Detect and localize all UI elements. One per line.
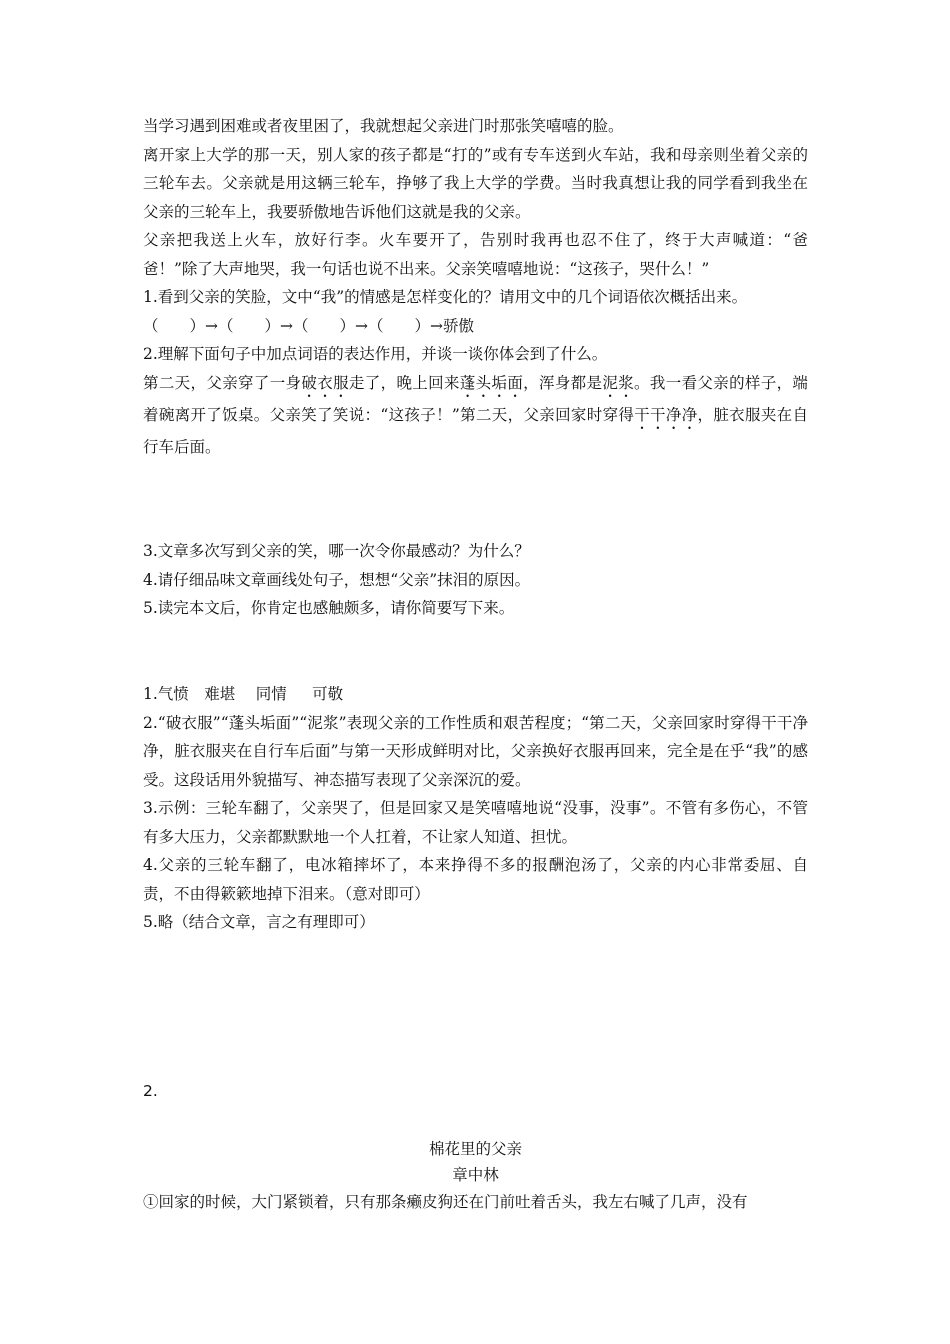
- quote-text: 走了，晚上回来: [348, 373, 460, 392]
- answer-key: [143, 680, 808, 937]
- answer-4: 4.父亲的三轮车翻了，电冰箱摔坏了，本来挣得不多的报酬泡汤了，父亲的内心非常委屈、自责，不由得簌簌地掉下泪来。（意对即可）: [143, 856, 808, 903]
- answer-2: 2.“破衣服”“蓬头垢面”“泥浆”表现父亲的工作性质和艰苦程度；“第二天，父亲回家时穿得干干净净，脏衣服夹在自行车后面”与第一天形成鲜明对比，父亲换好衣服再回来，完全是在乎“我”的感受。这段话用外貌描写、神态描写表现了父亲深沉的爱。: [143, 713, 808, 789]
- story-paragraph: 当学习遇到困难或者夜里困了，我就想起父亲进门时那张笑嘻嘻的脸。: [143, 117, 624, 135]
- section-number: 2.: [143, 1082, 158, 1100]
- questions-remaining: [143, 537, 808, 623]
- question-4: 4.请仔细品味文章画线处句子，想想“父亲”抹泪的原因。: [143, 570, 531, 589]
- quote-text: ，脏衣服夹在自行车后面。: [143, 405, 808, 456]
- answer-1: 1.气愤 难堪 同情 可敬: [143, 685, 344, 703]
- dotted-word: 破衣服: [301, 373, 349, 392]
- section-2-header: [143, 1136, 808, 1216]
- story-excerpt: [143, 112, 808, 461]
- story-paragraph: 父亲把我送上火车，放好行李。火车要开了，告别时我再也忍不住了，终于大声喊道：“爸爸！”除了大声地哭，我一句话也说不出来。父亲笑嘻嘻地说：“这孩子，哭什么！”: [143, 231, 808, 278]
- quote-text: ，浑身都是: [523, 373, 603, 392]
- quote-text: 第二天，父亲穿了一身: [143, 373, 302, 392]
- quote-text: 。我一看父亲的样子，端着碗离开了饭桌。父亲笑了笑说：“这孩子！”第二天，父亲回家时穿得: [143, 373, 808, 424]
- question-2: 2.理解下面句子中加点词语的表达作用，并谈一谈你体会到了什么。: [143, 345, 608, 363]
- answer-3: 3.示例：三轮车翻了，父亲哭了，但是回家又是笑嘻嘻地说“没事，没事”。不管有多伤心，不管有多大压力，父亲都默默地一个人扛着，不让家人知道、担忧。: [143, 799, 808, 846]
- story-paragraph: 离开家上大学的那一天，别人家的孩子都是“打的”或有专车送到火车站，我和母亲则坐着父亲的三轮车去。父亲就是用这辆三轮车，挣够了我上大学的学费。当时我真想让我的同学看到我坐在父亲的三轮车上，我要骄傲地告诉他们这就是我的父亲。: [143, 145, 808, 221]
- question-3: 3.文章多次写到父亲的笑，哪一次令你最感动？为什么？: [143, 542, 530, 560]
- answer-5: 5.略（结合文章，言之有理即可）: [143, 913, 375, 931]
- question-5: 5.读完本文后，你肯定也感触颇多，请你简要写下来。: [143, 599, 515, 617]
- question-1: 1.看到父亲的笑脸，文中“我”的情感是怎样变化的？请用文中的几个词语依次概括出来。: [143, 288, 748, 306]
- dotted-word: 干干净净: [634, 405, 698, 424]
- article-author: 章中林: [452, 1166, 499, 1184]
- dotted-word: 泥浆: [602, 373, 635, 392]
- question-2-quote: [143, 369, 808, 462]
- article-first-paragraph: ①回家的时候，大门紧锁着，只有那条癞皮狗还在门前吐着舌头，我左右喊了几声，没有: [143, 1193, 748, 1211]
- question-1-blanks: （ ）→（ ）→（ ）→（ ）→骄傲: [143, 316, 474, 335]
- article-title: 棉花里的父亲: [428, 1140, 522, 1158]
- dotted-word: 蓬头垢面: [459, 373, 524, 392]
